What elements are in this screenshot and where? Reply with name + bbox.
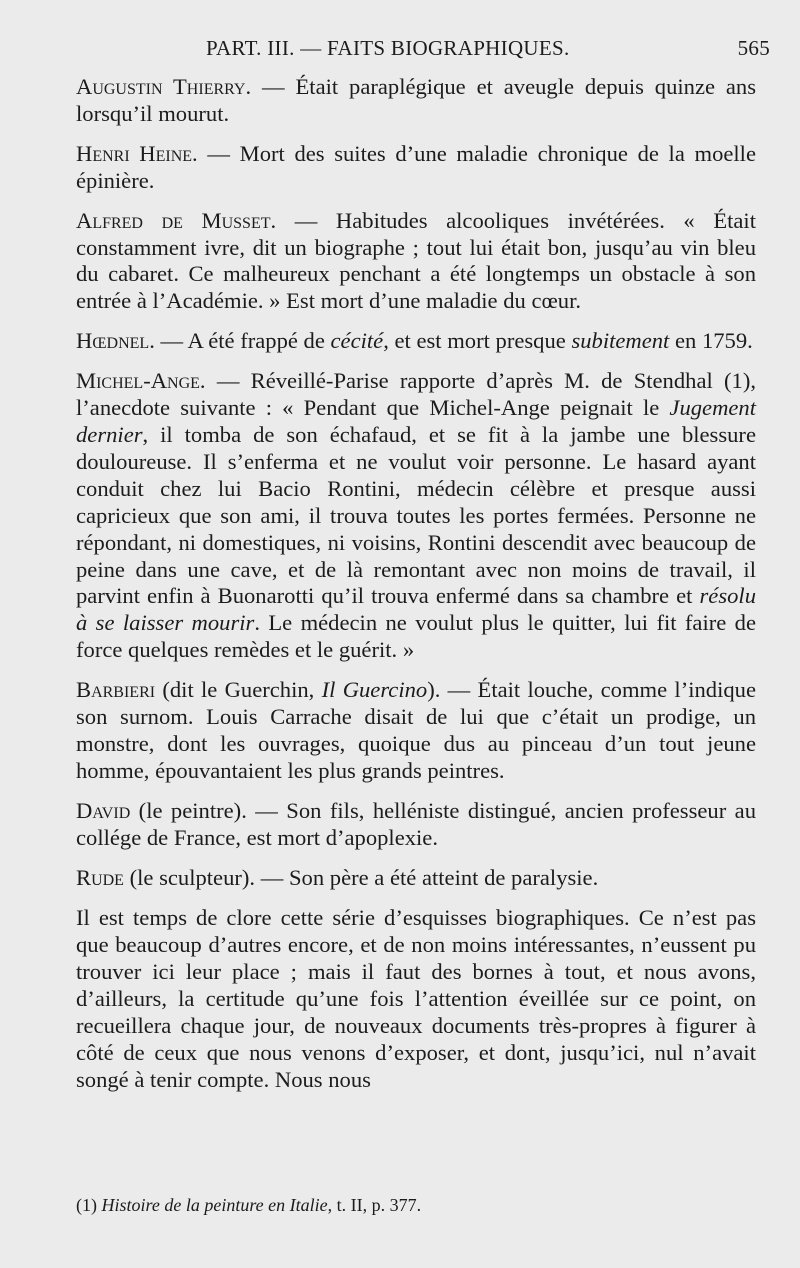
entry-heine — [76, 141, 756, 195]
footnote-title: Histoire de la peinture en Italie — [101, 1195, 328, 1215]
entry-name: Barbieri — [76, 677, 156, 703]
entry-name: David — [76, 797, 131, 823]
entry-thierry — [76, 74, 756, 128]
entry-text: (le peintre). — Son fils, helléniste distingué, ancien professeur au collége de France, est mort d’apoplexie. — [76, 797, 756, 850]
entry-barbieri — [76, 677, 756, 785]
entry-italic: cécité — [330, 328, 384, 354]
footnote-marker: (1) — [76, 1195, 97, 1215]
entry-name: Michel-Ange. — [76, 368, 206, 394]
entry-rude — [76, 865, 756, 892]
entry-name: Alfred de Musset. — [76, 207, 277, 233]
entry-text: . Le médecin ne voulut plus le quitter, lui fit faire de force quelques remèdes et le guérit. » — [76, 610, 757, 663]
entry-text: (le sculpteur). — Son père a été atteint de paralysie. — [123, 864, 599, 890]
footnote-ref: , t. II, p. 377. — [327, 1195, 422, 1215]
entry-name: Hœdnel. — [76, 328, 155, 354]
entry-david — [76, 798, 756, 852]
entry-name: Augustin Thierry. — [76, 74, 252, 99]
entry-text: ). — Était louche, comme l’indique son surnom. Louis Carrache disait de lui que c’était un prodige, un monstre, dont les ouvrages, quoique dus au pinceau d’un tout jeune homme, épouvantaient les plus grands peintres. — [76, 677, 756, 783]
entry-text: en 1759. — [669, 328, 753, 354]
entry-text: , il tomba de son échafaud, et se fit à la jambe une blessure douloureuse. Il s’enferma et ne voulut voir personne. Le hasard ayant conduit chez lui Bacio Rontini, médecin célèbre et presque aussi capricieux que son ami, il trouva toutes les portes fermées. Personne ne répondant, ni domestiques, ni voisins, Rontini descendit avec beaucoup de peine dans une cave, et de là remontant avec non moins de travail, il parvint enfin à Buonarotti qu’il trouva enfermé dans sa chambre et — [76, 421, 756, 609]
entry-name: Rude — [76, 864, 124, 890]
entry-hoednel — [76, 328, 756, 355]
entry-italic: résolu à se laisser mourir — [76, 583, 756, 636]
entry-michel-ange — [76, 368, 756, 664]
entry-italic: subitement — [571, 328, 670, 354]
page-body — [76, 74, 756, 1116]
entry-italic: Il Guercino — [321, 677, 428, 703]
entry-text: — Réveillé-Parise rapporte d’après M. de Stendhal (1), l’anecdote suivante : « Pendant que Michel-Ange peignait le — [76, 368, 756, 421]
entry-name: Henri Heine. — [76, 140, 198, 166]
running-title: PART. III. — FAITS BIOGRAPHIQUES. — [206, 36, 570, 60]
entry-text: , et est mort presque — [383, 328, 572, 354]
entry-text: — A été frappé de — [154, 328, 331, 354]
running-header — [76, 36, 770, 70]
entry-text: — Habitudes alcooliques invétérées. « Était constamment ivre, dit un biographe ; tout lui était bon, jusqu’au vin bleu du cabaret. Ce malheureux penchant a été longtemps un obstacle à son entrée à l’Académie. » Est mort d’une maladie du cœur. — [76, 207, 756, 314]
entry-text: — Était paraplégique et aveugle depuis quinze ans lorsqu’il mourut. — [76, 74, 756, 126]
closing-paragraph: Il est temps de clore cette série d’esquisses biographiques. Ce n’est pas que beaucoup d’autres encore, et de non moins intéressantes, n’eussent pu trouver ici leur place ; mais il faut des bornes à tout, et nous avons, d’ailleurs, la certitude qu’une fois l’attention éveillée sur ce point, on recueillera chaque jour, de nouveaux documents très-propres à figurer à côté de ceux que nous venons d’exposer, et dont, jusqu’ici, nul n’avait songé à tenir compte. Nous nous — [76, 905, 756, 1092]
entry-text: (dit le Guerchin, — [155, 677, 322, 703]
footnote — [76, 1195, 756, 1216]
page-number: 565 — [737, 36, 770, 60]
entry-text: — Mort des suites d’une maladie chronique de la moelle épinière. — [76, 140, 756, 193]
entry-italic: Jugement dernier — [76, 395, 756, 447]
entry-musset — [76, 208, 756, 316]
